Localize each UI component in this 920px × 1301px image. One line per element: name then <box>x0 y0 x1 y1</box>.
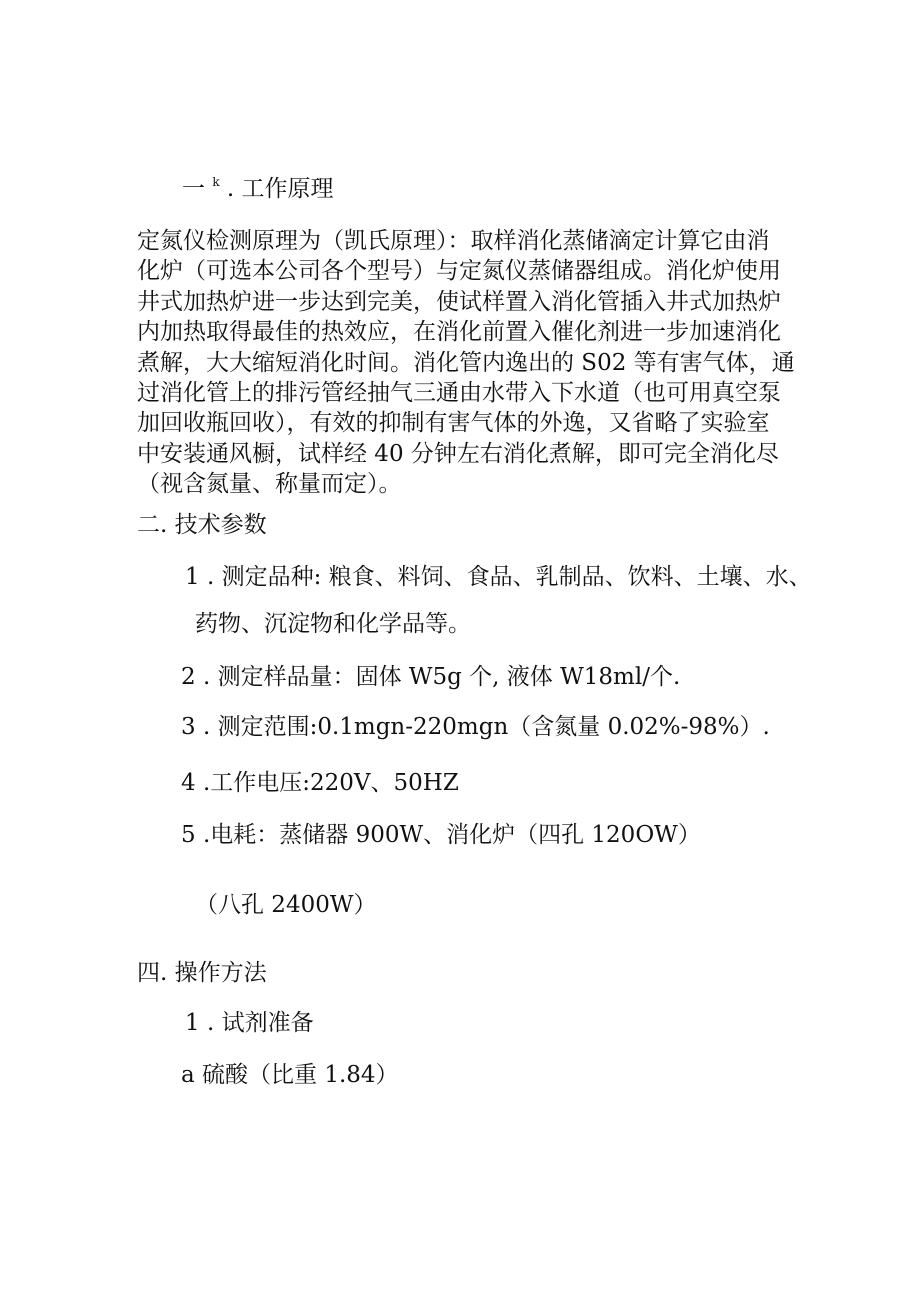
principle-paragraph <box>137 226 795 500</box>
heading-title: . 工作原理 <box>226 176 334 202</box>
section-heading-operation: 四. 操作方法 <box>137 960 267 986</box>
param-item-4: 4 .工作电压:220V、50HZ <box>181 770 459 796</box>
paragraph-line: （视含氮量、称量而定）。 <box>137 471 402 498</box>
param-item-1: 1 . 测定品种: 粮食、料饲、食品、乳制品、饮料、土壤、水、 <box>185 564 812 590</box>
operation-item-a: a 硫酸（比重 1.84） <box>181 1062 399 1088</box>
section-heading-tech-params: 二. 技术参数 <box>137 512 267 538</box>
param-item-1-continued: 药物、沉淀物和化学品等。 <box>195 611 471 637</box>
paragraph-line: 内加热取得最佳的热效应，在消化前置入催化剂进一步加速消化 <box>137 319 781 346</box>
heading-superscript: k <box>212 175 220 189</box>
paragraph-line: 过消化管上的排污管经抽气三通由水带入下水道（也可用真空泵 <box>137 380 781 407</box>
paragraph-line: 井式加热炉进一步达到完美，使试样置入消化管插入井式加热炉 <box>137 288 781 315</box>
param-item-2: 2 . 测定样品量：固体 W5g 个, 液体 W18ml/个. <box>181 664 681 690</box>
paragraph-line: 化炉（可选本公司各个型号）与定氮仪蒸储器组成。消化炉使用 <box>137 258 781 285</box>
paragraph-line: 煮解，大大缩短消化时间。消化管内逸出的 S02 等有害气体，通 <box>137 349 795 376</box>
paragraph-line: 定氮仪检测原理为（凯氏原理）：取样消化蒸储滴定计算它由消 <box>137 228 770 254</box>
paragraph-line: 加回收瓶回收），有效的抑制有害气体的外逸，又省略了实验室 <box>137 410 770 437</box>
operation-item-1: 1 . 试剂准备 <box>185 1010 314 1036</box>
param-item-5: 5 .电耗：蒸储器 900W、消化炉（四孔 120OW） <box>181 822 701 848</box>
param-item-5-continued: （八孔 2400W） <box>195 892 377 918</box>
section-heading-principle <box>182 174 334 204</box>
param-item-3: 3 . 测定范围:0.1mgn-220mgn（含氮量 0.02%-98%）. <box>181 714 770 740</box>
heading-prefix: 一 <box>182 176 205 202</box>
paragraph-line: 中安装通风橱，试样经 40 分钟左右消化煮解，即可完全消化尽 <box>137 440 779 467</box>
